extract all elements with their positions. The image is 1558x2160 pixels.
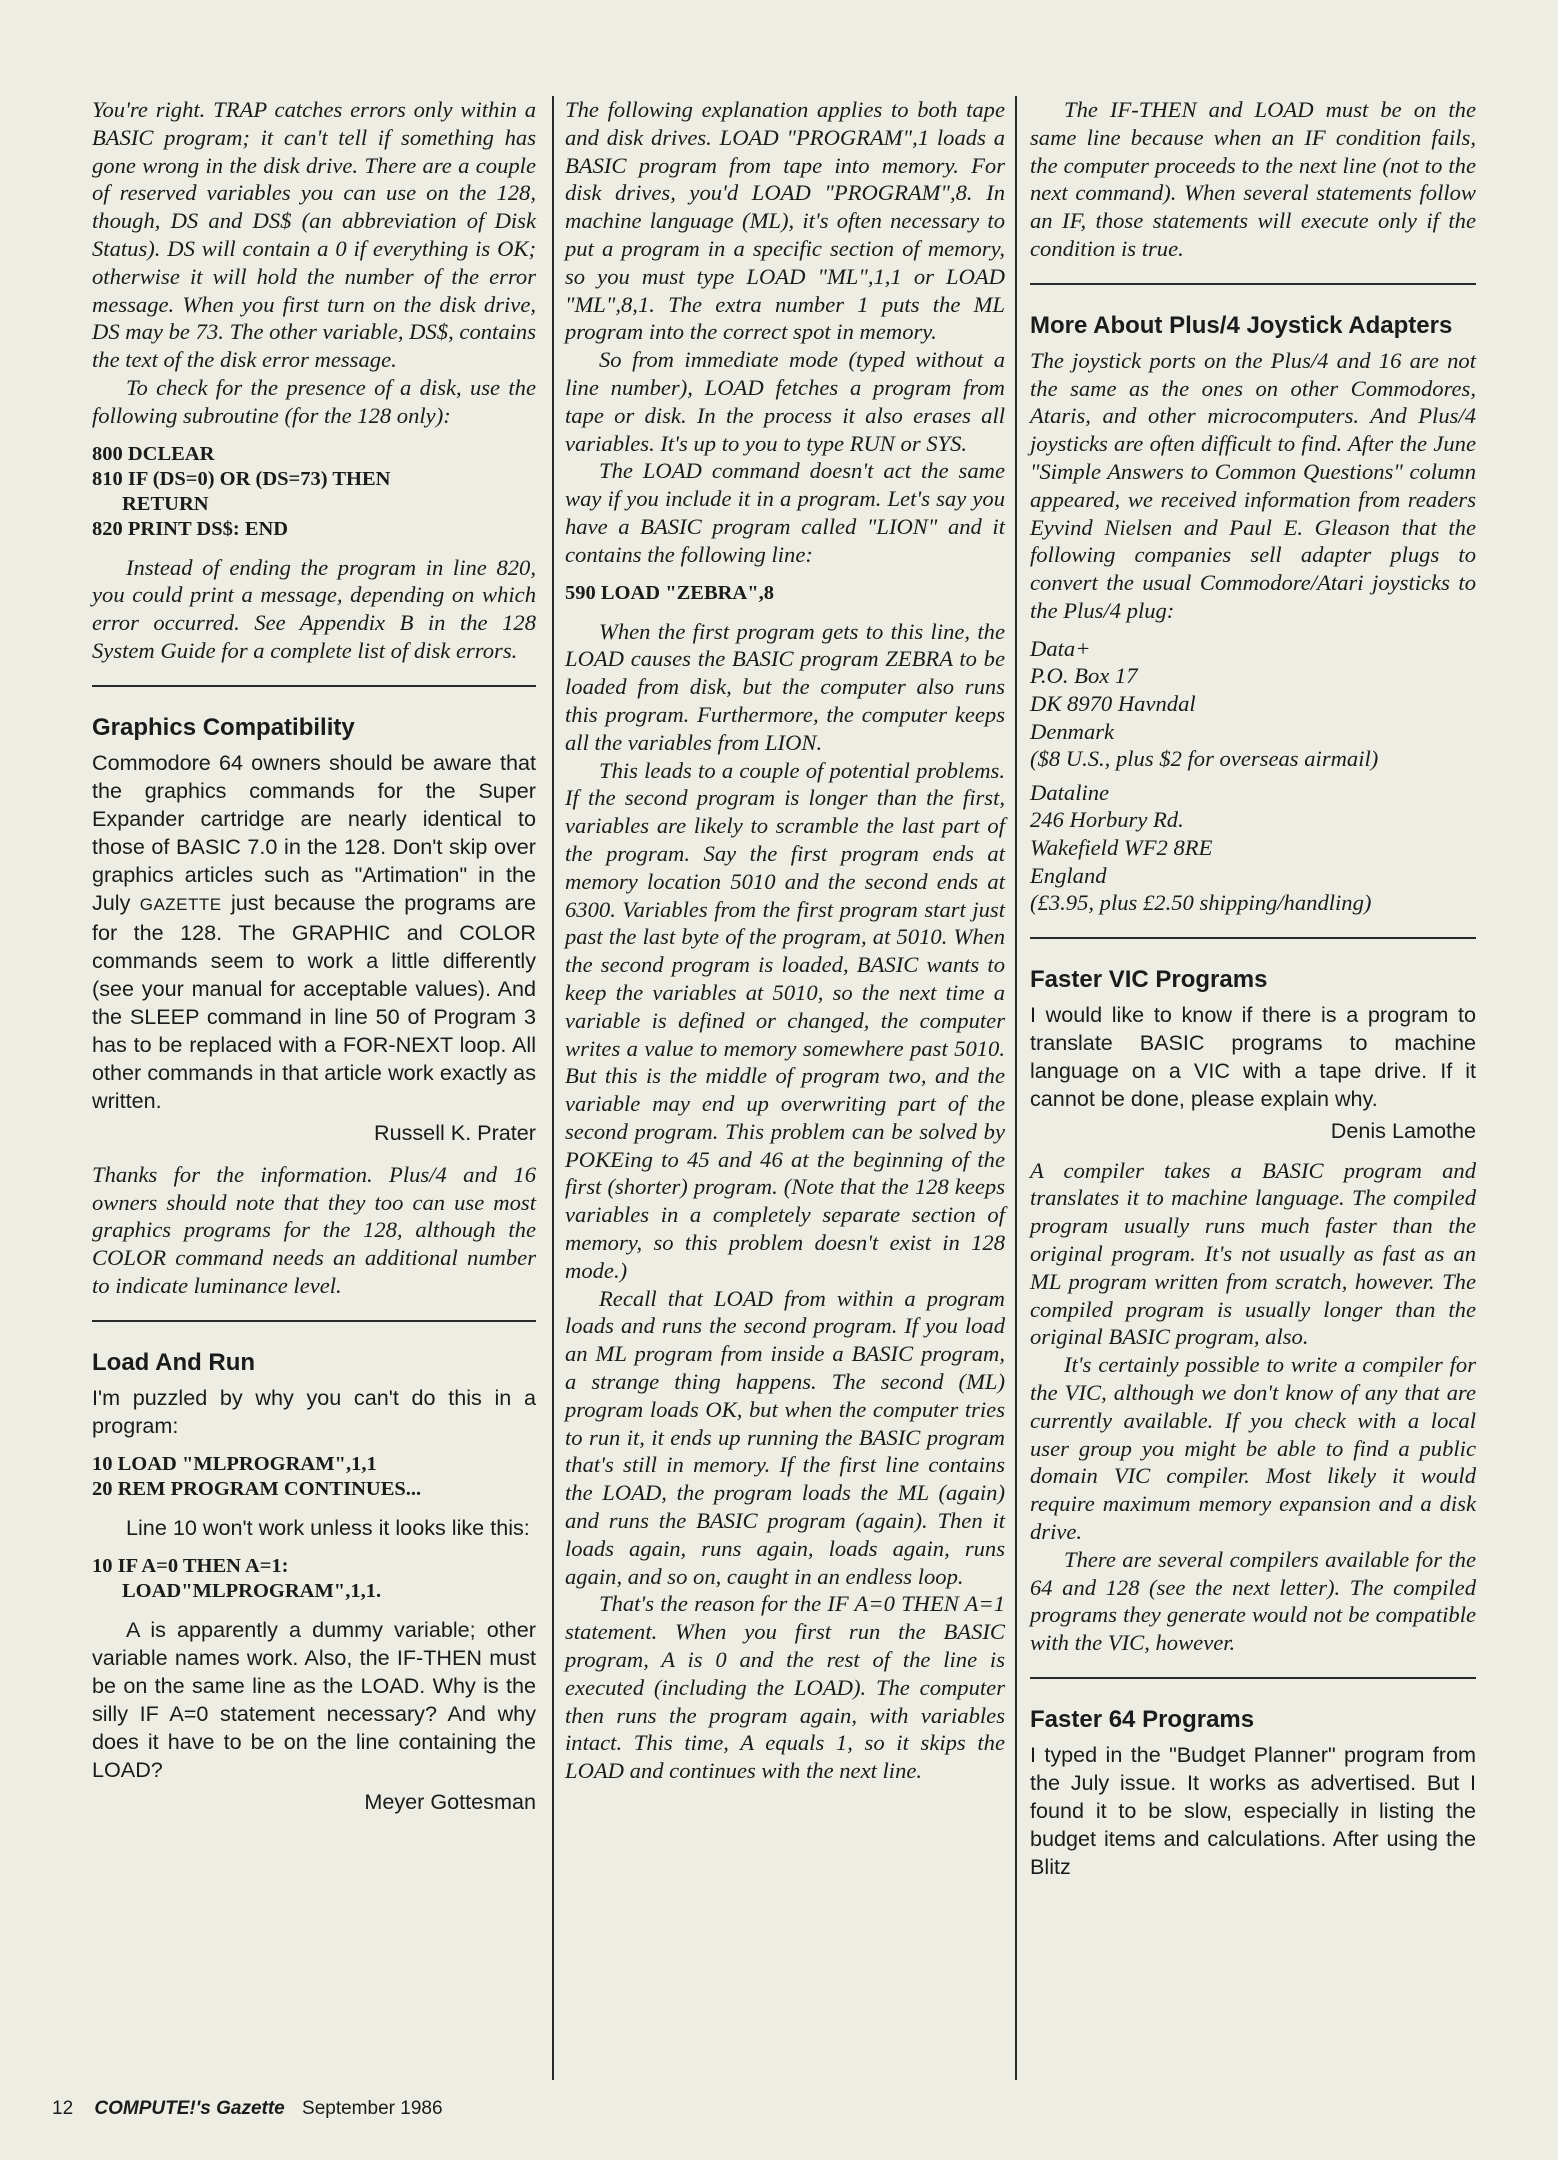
load-answer-6: Recall that LOAD from within a program loads and runs the second program. If you load an ML program from inside a BASIC program, a strange thing happens. The second (ML) program loads OK, but when the computer tries to run it, it ends up running the BASIC program that's still in memory. If the first line contains the LOAD, the program loads the ML (again) and runs the BASIC program (again). Then it loads again, runs again, loads again, runs again, and so on, caught in an endless loop.: [565, 1285, 1005, 1589]
if-then-answer: The IF-THEN and LOAD must be on the same line because when an IF condition fails, the computer proceeds to the next line (not to the next command). When several statements follow an IF, those statements will execute only if the condition is true.: [1030, 97, 1476, 261]
address-line: P.O. Box 17: [1030, 663, 1138, 689]
code-line: 810 IF (DS=0) OR (DS=73) THEN: [92, 467, 391, 490]
graphics-letter-text: Commodore 64 owners should be aware that the graphics commands for the Super Expander cartridge are nearly identical to those of BASIC 7.0 in the 128. Don't skip over graphics articles such as "Artimation" in the July: [92, 749, 536, 915]
section-rule: [1030, 283, 1476, 285]
address-line: England: [1030, 862, 1107, 888]
section-rule: [92, 685, 536, 687]
column-divider-2: [1015, 96, 1017, 2080]
load-answer-4: When the first program gets to this line, the LOAD causes the BASIC program ZEBRA to be loaded from disk, but the computer also runs this program. Furthermore, the computer keeps all the variables from LION.: [565, 618, 1005, 755]
address-line: Wakefield WF2 8RE: [1030, 834, 1213, 860]
signature-prater: Russell K. Prater: [373, 1119, 536, 1145]
address-line: (£3.95, plus £2.50 shipping/handling): [1030, 890, 1372, 916]
load-answer-5: This leads to a couple of potential problems. If the second program is longer than the first, variables are likely to scramble the last part of the program. Say the first program ends at memory location 5010 and the second ends at 6300. Variables from the first program start just past the last byte of the program, at 5010. When the second program is loaded, BASIC wants to keep the variables at 5010, so the next time a variable is defined or changed, the computer writes a value to memory somewhere past 5010. But this is the middle of program two, and the variable may end up overwriting part of the second program. This problem can be solved by POKEing to 45 and 46 at the beginning of the first (shorter) program. (Note that the 128 keeps variables in a completely separate section of memory, so this problem doesn't exist in 128 mode.): [565, 757, 1005, 1283]
column-3: [1030, 96, 1476, 1881]
joystick-heading: More About Plus/4 Joystick Adapters: [1030, 311, 1453, 339]
vic-answer-3: There are several compilers available for the 64 and 128 (see the next letter). The compiled programs they generate would not be compatible with the VIC, however.: [1030, 1546, 1476, 1656]
load-answer-1: The following explanation applies to both tape and disk drives. LOAD "PROGRAM",1 loads a BASIC program from tape into memory. For disk drives, you'd LOAD "PROGRAM",8. In machine language (ML), it's often necessary to put a program in a specific section of memory, so you must type LOAD "ML",1,1 or LOAD "ML",8,1. The extra number 1 puts the ML program into the correct spot in memory.: [565, 97, 1005, 345]
graphics-letter-text: just because the programs are for the 128. The GRAPHIC and COLOR commands seem to work a little differently (see your manual for acceptable values). And the SLEEP command in line 50 of Program 3 has to be replaced with a FOR-NEXT loop. All other commands in that article work exactly as written.: [92, 889, 536, 1113]
graphics-answer: Thanks for the information. Plus/4 and 16 owners should note that they too can use most graphics programs for the 128, although the COLOR command needs an additional number to indicate luminance level.: [92, 1161, 536, 1298]
load-run-letter-2: Line 10 won't work unless it looks like this:: [126, 1514, 530, 1540]
load-run-letter-3: A is apparently a dummy variable; other variable names work. Also, the IF-THEN must be on the same line as the LOAD. Why is the silly IF A=0 statement necessary? And why does it have to be on the line containing the LOAD?: [92, 1616, 536, 1782]
code-line: 20 REM PROGRAM CONTINUES...: [92, 1477, 422, 1500]
faster-64-letter: I typed in the "Budget Planner" program from the July issue. It works as advertised. But I found it to be slow, especially in listing the budget items and calculations. After using the Blitz: [1030, 1742, 1476, 1880]
code-line: RETURN: [122, 492, 209, 515]
trap-answer: You're right. TRAP catches errors only within a BASIC program; it can't tell if something has gone wrong in the disk drive. There are a couple of reserved variables you can use on the 128, though, DS and DS$ (an abbreviation of Disk Status). DS will contain a 0 if everything is OK; otherwise it will hold the number of the error message. When you first turn on the disk drive, DS may be 73. The other variable, DS$, contains the text of the disk error message.: [92, 97, 536, 373]
address-dataline: [1030, 779, 1476, 917]
disk-check-intro: To check for the presence of a disk, use the following subroutine (for the 128 only):: [92, 374, 536, 428]
section-rule: [92, 1320, 536, 1322]
issue-date: September 1986: [302, 2098, 443, 2119]
load-code-2: [92, 1554, 536, 1604]
vic-heading: Faster VIC Programs: [1030, 965, 1268, 993]
load-run-heading: Load And Run: [92, 1348, 256, 1376]
code-line: 10 LOAD "MLPROGRAM",1,1: [92, 1452, 377, 1475]
signature-lamothe: Denis Lamothe: [1330, 1117, 1476, 1143]
vic-letter: I would like to know if there is a program to translate BASIC programs to machine language on a VIC with a tape drive. If it cannot be done, please explain why.: [1030, 1001, 1476, 1111]
section-rule: [1030, 937, 1476, 939]
page-number: 12: [52, 2098, 74, 2119]
column-2: [565, 96, 1005, 1785]
column-1: [92, 96, 536, 1816]
address-line: Dataline: [1030, 779, 1110, 805]
graphics-heading: Graphics Compatibility: [92, 713, 355, 741]
load-answer-3: The LOAD command doesn't act the same way if you include it in a program. Let's say you have a BASIC program called "LION" and it contains the following line:: [565, 458, 1005, 567]
section-rule: [1030, 1677, 1476, 1679]
load-code-1: [92, 1452, 536, 1502]
address-line: Denmark: [1030, 718, 1115, 744]
gazette-smallcaps: GAZETTE: [139, 894, 222, 914]
vic-answer-1: A compiler takes a BASIC program and translates it to machine language. The compiled program usually runs much faster than the original program. It's not usually as fast as an ML program written from scratch, however. The compiled program is usually longer than the original BASIC program, also.: [1030, 1157, 1476, 1350]
address-line: DK 8970 Havndal: [1030, 690, 1196, 716]
code-line: 590 LOAD "ZEBRA",8: [565, 581, 774, 604]
code-line: LOAD"MLPROGRAM",1,1.: [122, 1579, 382, 1602]
address-line: Data+: [1030, 635, 1091, 661]
address-line: ($8 U.S., plus $2 for overseas airmail): [1030, 746, 1379, 772]
disk-check-note: Instead of ending the program in line 820, you could print a message, depending on which error occurred. See Appendix B in the 128 System Guide for a complete list of disk errors.: [92, 554, 536, 663]
joystick-answer: The joystick ports on the Plus/4 and 16 are not the same as the ones on other Commodores, Ataris, and other microcomputers. And Plus/4 joysticks are often difficult to find. After the June "Simple Answers to Common Questions" column appeared, we received information from readers Eyvind Nielsen and Paul E. Gleason that the following companies sell adapter plugs to convert the usual Commodore/Atari joysticks to the Plus/4 plug:: [1030, 347, 1476, 623]
load-answer-7: That's the reason for the IF A=0 THEN A=1 statement. When you first run the BASIC program, A is 0 and the rest of the line is executed (including the LOAD). The computer then runs the program again, with variables intact. This time, A equals 1, so it skips the LOAD and continues with the next line.: [565, 1591, 1005, 1784]
address-line: 246 Horbury Rd.: [1030, 807, 1184, 833]
magazine-name: COMPUTE!'s Gazette: [94, 2098, 285, 2119]
signature-gottesman: Meyer Gottesman: [364, 1788, 536, 1814]
vic-answer-2: It's certainly possible to write a compiler for the VIC, although we don't know of any that are currently available. If you check with a local user group you might be able to find a public domain VIC compiler. Most likely it would require maximum memory expansion and a disk drive.: [1030, 1352, 1476, 1545]
page-footer: [52, 2098, 443, 2120]
column-divider-1: [552, 96, 554, 2080]
faster-64-heading: Faster 64 Programs: [1030, 1706, 1255, 1734]
address-dataplus: [1030, 635, 1476, 773]
disk-check-code: [92, 442, 536, 542]
graphics-letter: [92, 749, 536, 1115]
zebra-code: [565, 581, 1005, 606]
code-line: 820 PRINT DS$: END: [92, 517, 289, 540]
code-line: 10 IF A=0 THEN A=1:: [92, 1554, 289, 1577]
code-line: 800 DCLEAR: [92, 442, 215, 465]
load-answer-2: So from immediate mode (typed without a line number), LOAD fetches a program from tape or disk. In the process it also erases all variables. It's up to you to type RUN or SYS.: [565, 347, 1005, 456]
load-run-letter-1: I'm puzzled by why you can't do this in a program:: [92, 1384, 536, 1438]
